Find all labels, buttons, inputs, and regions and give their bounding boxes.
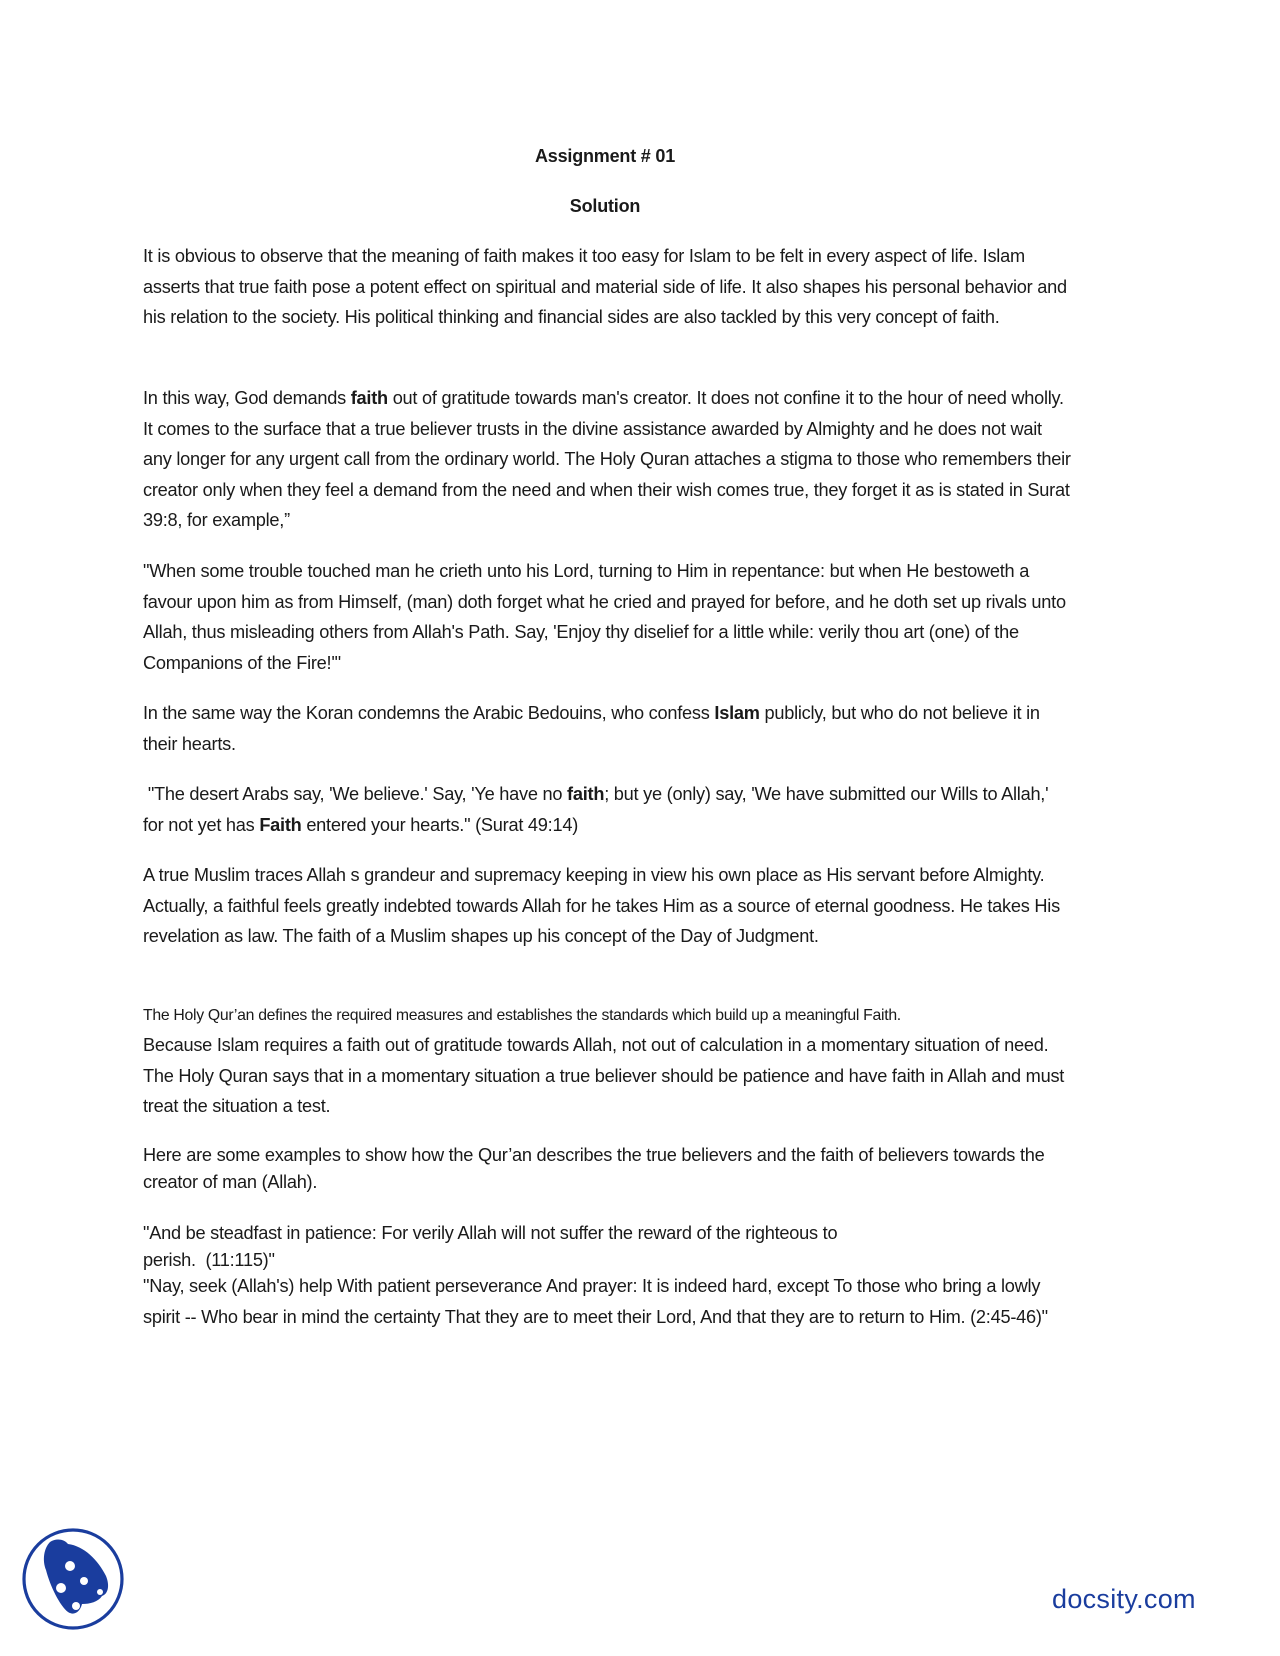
paragraph-6 — [143, 860, 1073, 952]
paragraph-4 — [143, 698, 1073, 759]
paragraph-text: A true Muslim traces Allah s grandeur and supremacy keeping in view his own place as His servant before Almighty. Actually, a faithful feels greatly indebted towards Allah for he takes Him as a source of eternal goodness. He takes His revelation as law. The faith of a Muslim shapes up his concept of the Day of Judgment. — [143, 865, 1060, 947]
bold-term: Faith — [259, 814, 302, 835]
paragraph-9-quotes — [143, 1220, 1073, 1332]
document-title: Assignment # 01 — [534, 146, 676, 166]
document-subtitle: Solution — [569, 196, 641, 216]
quote-text: entered your hearts." (Surat 49:14) — [301, 814, 579, 835]
paragraph-5-quote — [143, 779, 1073, 840]
paragraph-7 — [143, 1004, 1073, 1122]
docsity-brand-link[interactable]: docsity.com — [1052, 1584, 1196, 1614]
quote-text: "When some trouble touched man he crieth unto his Lord, turning to Him in repentance: but when He bestoweth a favour upon him as from Himself, (man) doth forget what he cried and prayed for before, and he doth set up rivals unto Allah, thus misleading others from Allah's Path. Say, 'Enjoy thy diselief for a little while: verily thou art (one) of the Companions of the Fire!'" — [143, 561, 1066, 673]
quote-text: "The desert Arabs say, 'We believe.' Say, 'Ye have no — [143, 784, 568, 804]
docsity-logo-icon[interactable] — [20, 1526, 126, 1632]
bold-term: faith — [350, 388, 388, 408]
bold-term: faith — [567, 784, 605, 804]
paragraph-text: Here are some examples to show how the Qur’an describes the true believers and the faith of believers towards the creator of man (Allah). — [143, 1145, 1045, 1192]
paragraph-text: publicly, but who do not believe it in their hearts. — [143, 703, 1040, 754]
paragraph-small-line: The Holy Qur’an defines the required measures and establishes the standards which build up a meaningful Faith. — [143, 1007, 901, 1024]
paragraph-1 — [143, 241, 1073, 333]
paragraph-text: In this way, God demands — [143, 388, 351, 408]
paragraph-text: out of gratitude towards man's creator. It does not confine it to the hour of need wholly. It comes to the surface that a true believer trusts in the divine assistance awarded by Almighty and he does not wait any longer for any urgent call from the ordinary world. The Holy Quran attaches a stigma to those who remembers their creator only when they feel a demand from the need and when their wish comes true, they forget it as is stated in Surat 39:8, for example,” — [143, 388, 1071, 531]
quote-text: ; but ye (only) say, 'We have submitted our Wills to Allah,' for not yet has — [143, 784, 1054, 835]
paragraph-8 — [143, 1142, 1073, 1196]
quote-line: perish. (11:115)" — [143, 1250, 275, 1270]
paragraph-text: It is obvious to observe that the meaning of faith makes it too easy for Islam to be felt in every aspect of life. Islam asserts that true faith pose a potent effect on spiritual and material side of life. It also shapes his personal behavior and his relation to the society. His political thinking and financial sides are also tackled by this very concept of faith. — [143, 246, 1067, 328]
bold-term: Islam — [714, 703, 760, 723]
paragraph-2 — [143, 383, 1073, 536]
paragraph-text: Because Islam requires a faith out of gratitude towards Allah, not out of calculation in a momentary situation of need. The Holy Quran says that in a momentary situation a true believer should be patience and have faith in Allah and must treat the situation a test. — [143, 1035, 1065, 1117]
paragraph-text: In the same way the Koran condemns the Arabic Bedouins, who confess — [143, 703, 715, 723]
paragraph-3-quote — [143, 556, 1073, 678]
quote-text: "Nay, seek (Allah's) help With patient perseverance And prayer: It is indeed hard, except To those who bring a lowly spirit -- Who bear in mind the certainty That they are to meet their Lord, And that they are to return to Him. (2:45-46)" — [143, 1276, 1048, 1327]
quote-line: "And be steadfast in patience: For verily Allah will not suffer the reward of the righteous to — [143, 1223, 838, 1243]
